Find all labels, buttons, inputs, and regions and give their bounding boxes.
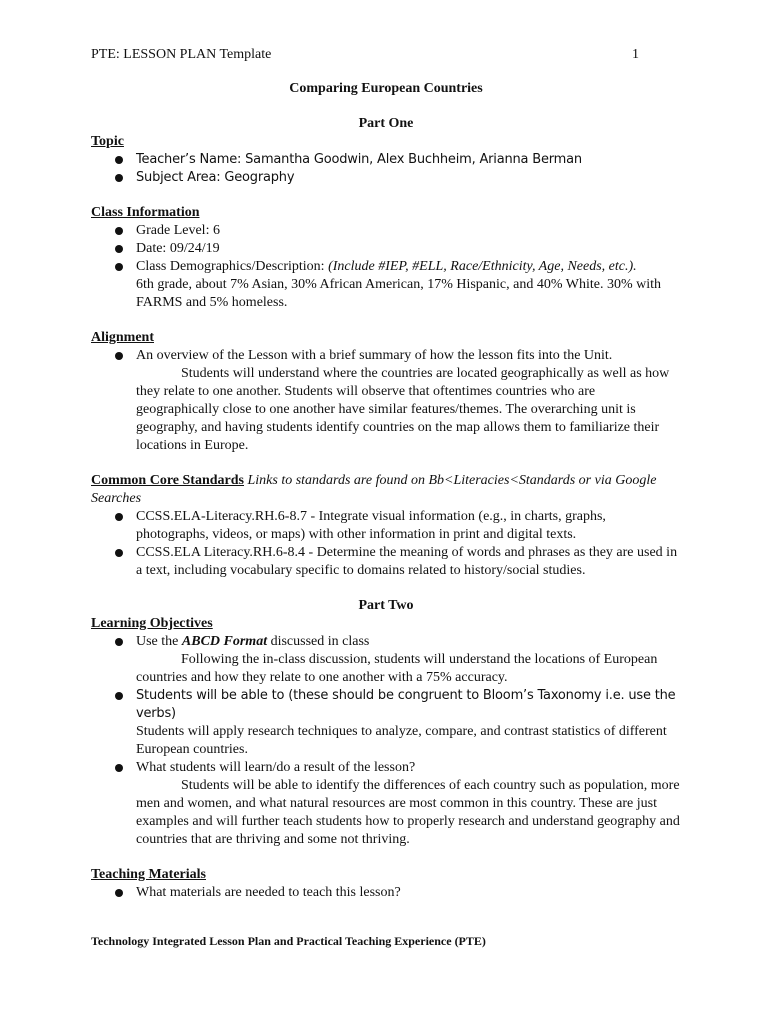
page-header [91, 46, 639, 66]
list-item: Teacher’s Name: Samantha Goodwin, Alex Buchheim, Arianna Berman [112, 151, 681, 169]
standards-list [91, 508, 681, 580]
standards-heading-line [91, 472, 681, 508]
list-item [112, 687, 681, 759]
objectives-heading: Learning Objectives [91, 616, 213, 631]
objectives-list [91, 633, 681, 849]
part-two-heading: Part Two [358, 598, 414, 613]
objective-text: Students will apply research techniques to analyze, compare, and contrast statistics of different European countries. [136, 724, 667, 757]
page-footer: Technology Integrated Lesson Plan and Practical Teaching Experience (PTE) [91, 934, 486, 948]
list-item: CCSS.ELA-Literacy.RH.6-8.7 - Integrate visual information (e.g., in charts, graphs, photographs, videos, or maps) with other information in print and digital texts. [112, 508, 681, 544]
page-number: 1 [632, 47, 639, 62]
objective-prompt-post: discussed in class [267, 634, 370, 649]
objectives-section [91, 615, 681, 849]
alignment-section [91, 329, 681, 455]
abcd-format-label: ABCD Format [181, 634, 268, 649]
list-item: What materials are needed to teach this lesson? [112, 884, 681, 902]
demographics-label: Class Demographics/Description: [136, 259, 329, 274]
materials-heading: Teaching Materials [91, 867, 206, 882]
alignment-list [91, 347, 681, 455]
materials-section [91, 866, 681, 902]
class-info-heading: Class Information [91, 205, 200, 220]
outcome-prompt: What students will learn/do a result of the lesson? [136, 760, 416, 775]
part-one-heading: Part One [358, 116, 414, 131]
class-info-section [91, 204, 681, 312]
document-body [91, 80, 681, 902]
objective-text: Students will be able to identify the differences of each country such as population, more men and women, and what natural resources are most common in this country. These are just examples and will further teach students how to properly research and understand geography and countries that are thriving and some not thriving. [136, 778, 680, 847]
class-info-list [91, 222, 681, 312]
list-item: Subject Area: Geography [112, 169, 681, 187]
objective-prompt-pre: Use the [136, 634, 182, 649]
header-title: PTE: LESSON PLAN Template [91, 47, 272, 62]
alignment-text: Students will understand where the countries are located geographically as well as how they relate to one another. Students will observe that oftentimes countries who are geographically close to one another have similar features/themes. The overarching unit is geography, and having students identify countries on the map allows them to familiarize their locations in Europe. [136, 366, 670, 453]
demographics-hint: (Include #IEP, #ELL, Race/Ethnicity, Age, Needs, etc.). [328, 259, 637, 274]
standards-heading: Common Core Standards [91, 473, 244, 488]
materials-list [91, 884, 681, 902]
list-item [112, 347, 681, 455]
list-item [112, 633, 681, 687]
alignment-prompt: An overview of the Lesson with a brief summary of how the lesson fits into the Unit. [136, 348, 613, 363]
demographics-text: 6th grade, about 7% Asian, 30% African American, 17% Hispanic, and 40% White. 30% with FARMS and 5% homeless. [136, 277, 662, 310]
list-item: Grade Level: 6 [112, 222, 681, 240]
list-item [112, 258, 681, 312]
list-item [112, 759, 681, 849]
standards-note: Links to standards are found on Bb<Literacies<Standards or via Google Searches [91, 473, 657, 506]
topic-list [91, 151, 681, 187]
standards-section [91, 472, 681, 580]
list-item: Date: 09/24/19 [112, 240, 681, 258]
document-title: Comparing European Countries [289, 81, 483, 96]
topic-heading: Topic [91, 134, 124, 149]
alignment-heading: Alignment [91, 330, 154, 345]
topic-section [91, 133, 681, 187]
list-item: CCSS.ELA Literacy.RH.6-8.4 - Determine the meaning of words and phrases as they are used in a text, including vocabulary specific to domains related to history/social studies. [112, 544, 681, 580]
blooms-prompt: Students will be able to (these should be congruent to Bloom’s Taxonomy i.e. use the verbs) [136, 688, 676, 721]
objective-text: Following the in-class discussion, students will understand the locations of European countries and how they relate to one another with a 75% accuracy. [136, 652, 658, 685]
